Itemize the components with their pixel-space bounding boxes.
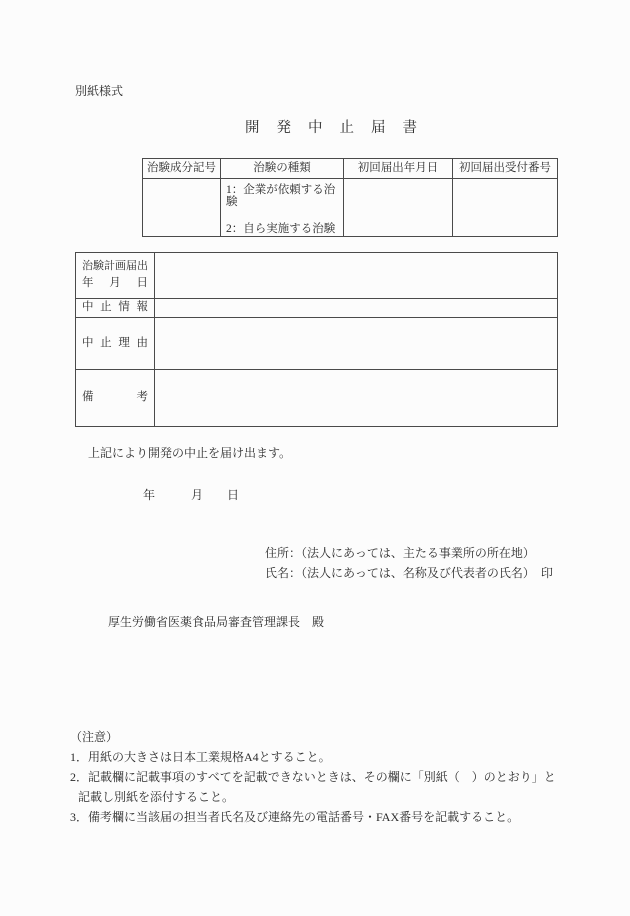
row-discontinuation-info <box>76 299 558 318</box>
note-item-1-number: 1． <box>70 750 89 764</box>
label-plan-submission-line2: 年 月 日 <box>82 277 148 290</box>
header-first-receipt-number: 初回届出受付番号 <box>453 159 558 179</box>
trial-type-option-1: 1：企業が依頼する治験 <box>226 184 336 208</box>
notification-table <box>142 158 558 237</box>
cell-first-receipt-number-value <box>453 179 558 237</box>
label-plan-submission-line1: 治験計画届出 <box>82 260 148 273</box>
notification-table-body-row <box>143 179 558 237</box>
trial-type-option-2: 2：自ら実施する治験 <box>226 223 336 235</box>
note-item-1-text: 用紙の大きさは日本工業規格A4とすること。 <box>88 750 331 764</box>
address-line: 住所：（法人にあっては、主たる事業所の所在地） <box>265 546 535 560</box>
cell-remarks-value <box>155 370 558 427</box>
addressee-line: 厚生労働省医薬食品局審査管理課長 殿 <box>108 615 325 629</box>
notes-heading: （注意） <box>70 730 119 744</box>
declaration-text: 上記により開発の中止を届け出ます。 <box>88 446 292 460</box>
cell-ingredient-code-value <box>143 179 221 237</box>
note-item-3 <box>70 811 556 831</box>
note-item-2-number: 2． <box>70 770 89 784</box>
header-trial-type: 治験の種類 <box>221 159 344 179</box>
detail-table <box>75 252 558 427</box>
note-item-3-text: 備考欄に当該届の担当者氏名及び連絡先の電話番号・FAX番号を記載すること。 <box>88 810 520 824</box>
label-discontinuation-info-text: 中 止 情 報 <box>82 301 148 314</box>
label-discontinuation-info <box>76 299 155 318</box>
name-line: 氏名：（法人にあっては、名称及び代表者の氏名） 印 <box>265 566 553 580</box>
label-discontinuation-reason-text: 中 止 理 由 <box>82 336 148 349</box>
cell-plan-submission-date-value <box>155 253 558 299</box>
cell-discontinuation-reason-value <box>155 318 558 370</box>
attachment-form-label: 別紙様式 <box>75 84 124 98</box>
note-item-2 <box>70 771 556 791</box>
header-ingredient-code: 治験成分記号 <box>143 159 221 179</box>
notes-section <box>70 731 556 831</box>
note-item-2-continuation <box>70 791 556 811</box>
row-plan-submission-date <box>76 253 558 299</box>
cell-discontinuation-info-value <box>155 299 558 318</box>
document-title: 開 発 中 止 届 書 <box>245 120 417 136</box>
note-item-3-number: 3． <box>70 810 89 824</box>
note-item-2-text: 記載欄に記載事項のすべてを記載できないときは、その欄に「別紙（ ）のとおり」と <box>88 770 556 784</box>
header-first-submission-date: 初回届出年月日 <box>344 159 453 179</box>
row-remarks <box>76 370 558 427</box>
signature-block <box>265 543 553 583</box>
notification-table-header-row <box>143 159 558 179</box>
cell-first-submission-date-value <box>344 179 453 237</box>
label-plan-submission-date <box>76 253 155 299</box>
note-item-1 <box>70 751 556 771</box>
label-discontinuation-reason <box>76 318 155 370</box>
row-discontinuation-reason <box>76 318 558 370</box>
label-remarks-text: 備 考 <box>82 391 148 404</box>
cell-trial-type-options <box>221 179 344 237</box>
note-item-2-continuation-text: 記載し別紙を添付すること。 <box>78 790 235 804</box>
label-remarks <box>76 370 155 427</box>
date-line: 年 月 日 <box>143 488 240 502</box>
